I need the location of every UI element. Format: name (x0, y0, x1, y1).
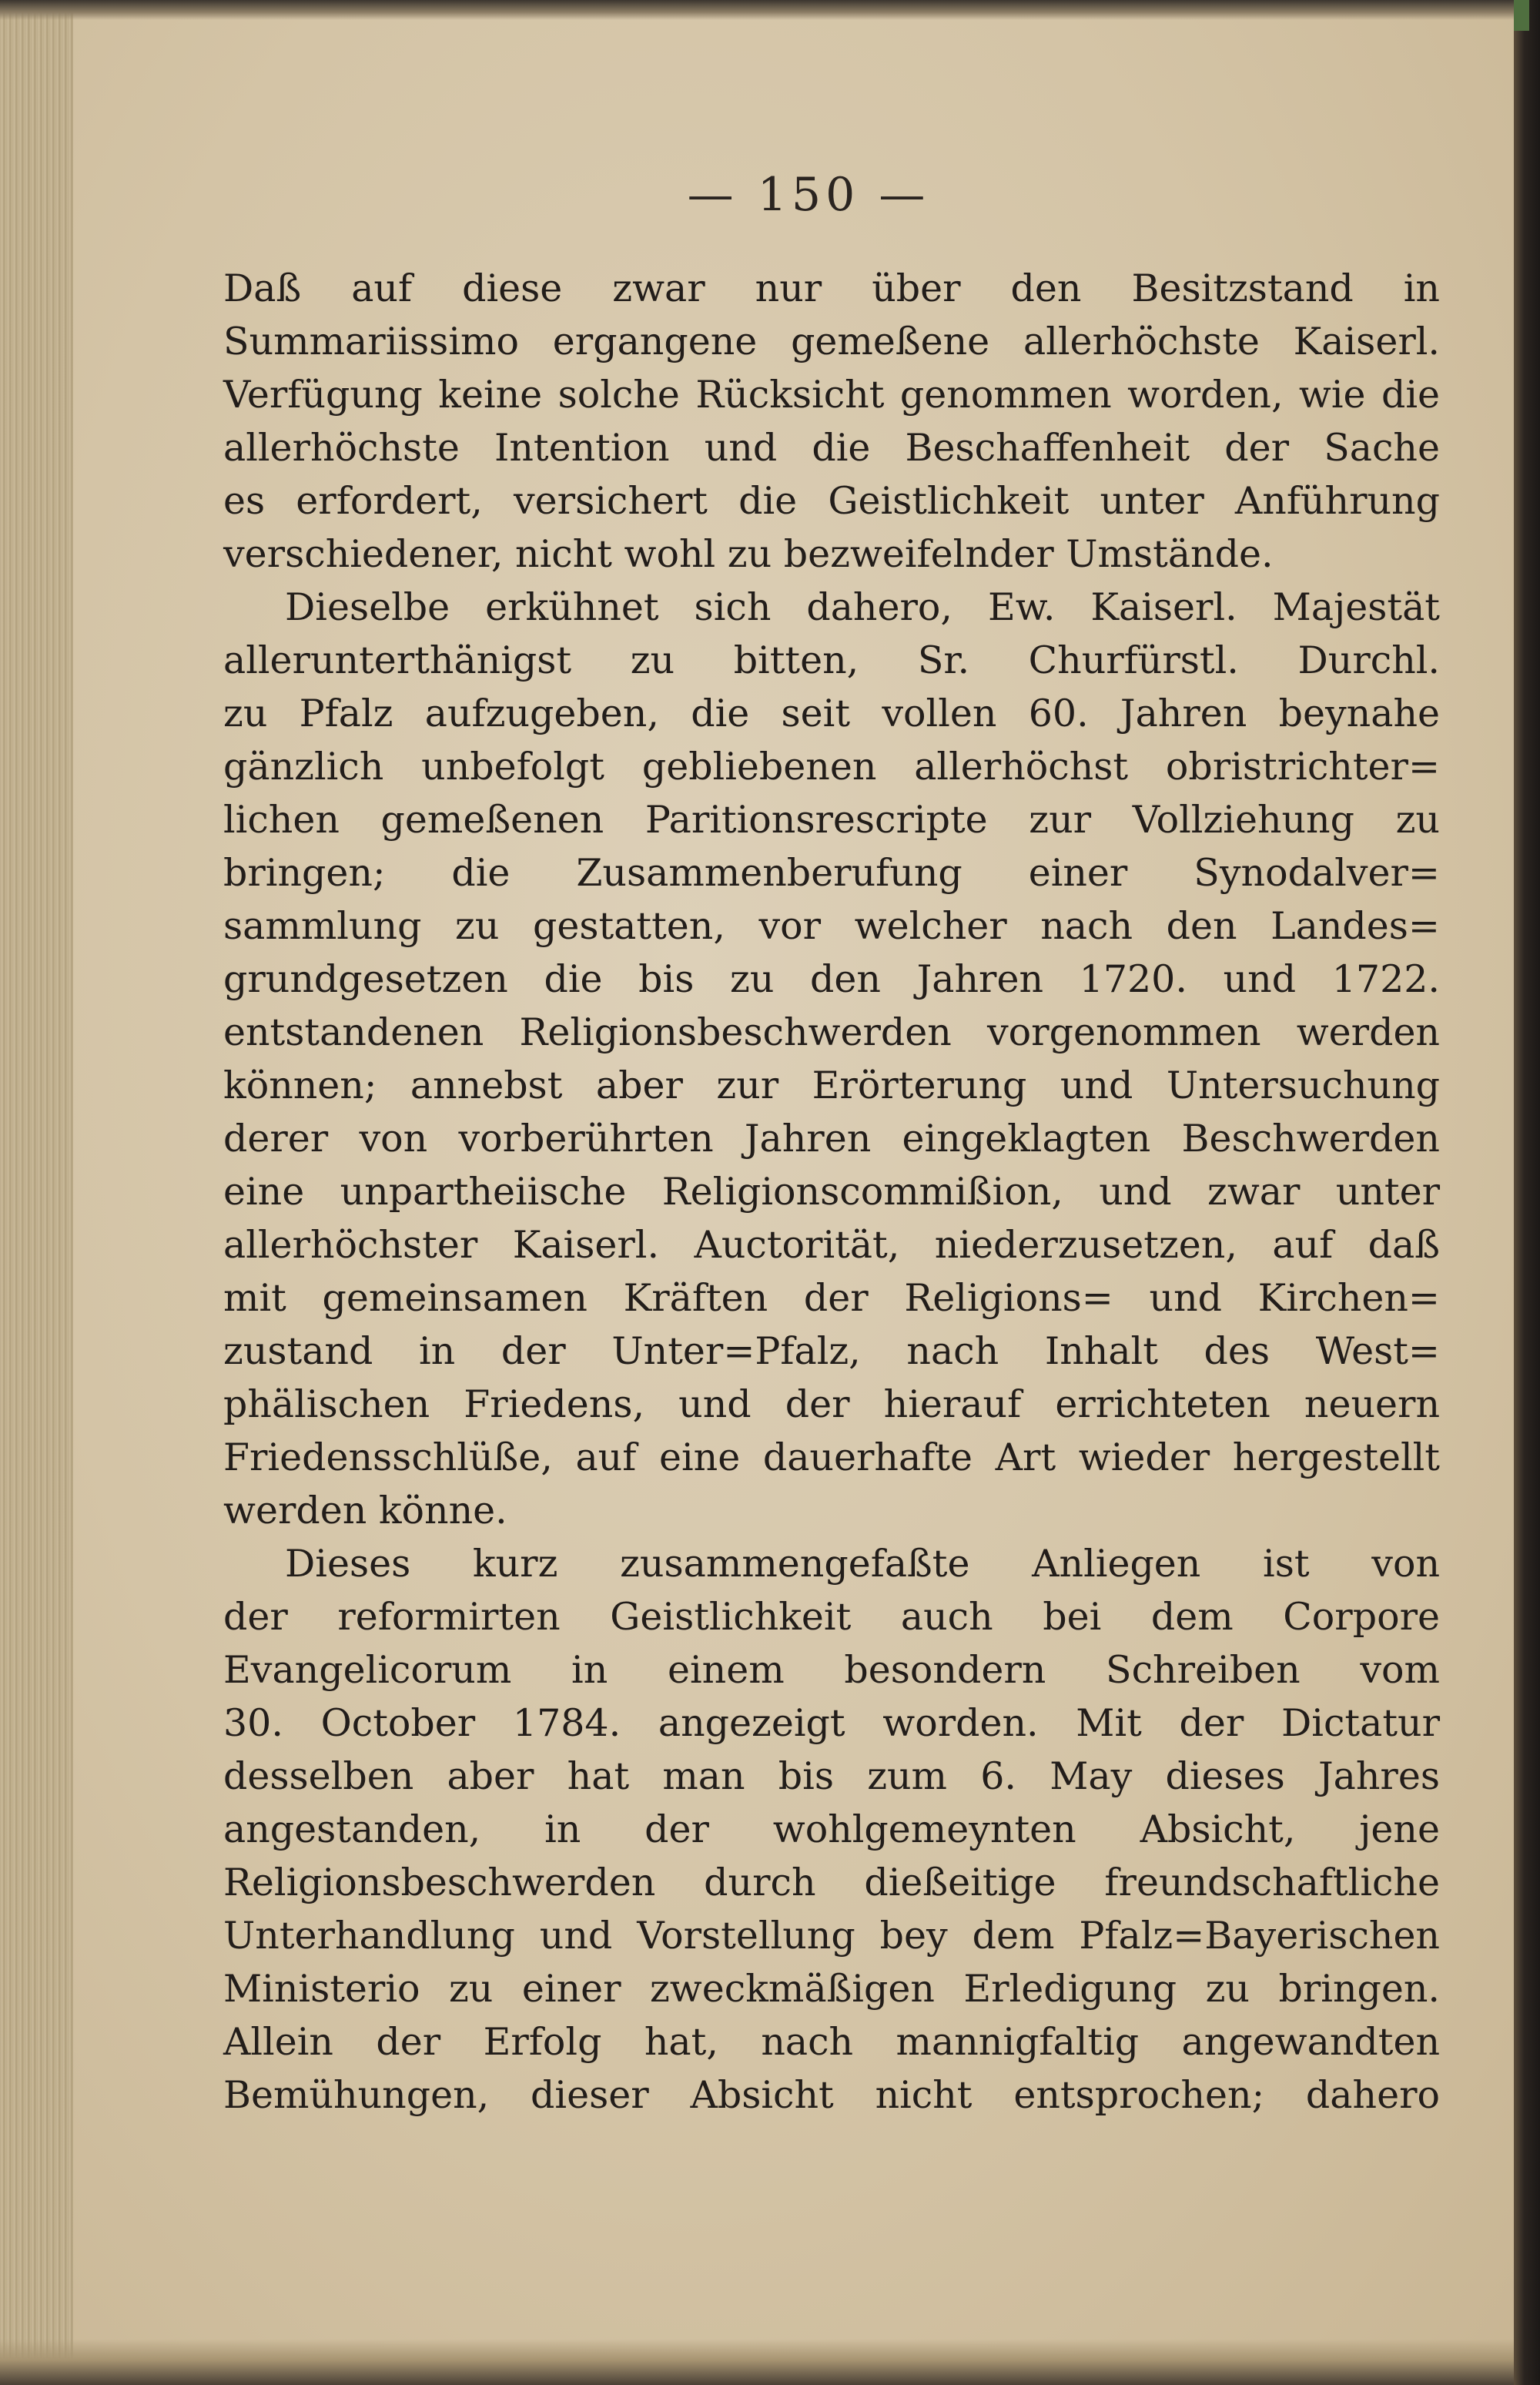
page-number: — 150 — (687, 168, 930, 222)
text-line: entstandenen Religionsbeschwerden vorgenommen werden (223, 1010, 1440, 1054)
text-line: angestanden, in der wohlgemeynten Absicht, jene (223, 1807, 1440, 1851)
text-line: Allein der Erfolg hat, nach mannigfaltig angewandten (223, 2020, 1440, 2064)
bookmark-ribbon (1514, 0, 1529, 31)
text-line: derer von vorberührten Jahren eingeklagten Beschwerden (223, 1117, 1440, 1161)
text-line: Verfügung keine solche Rücksicht genommen worden, wie die (223, 373, 1440, 417)
body-text (223, 262, 1440, 2122)
text-line: Daß auf diese zwar nur über den Besitzstand in (223, 266, 1440, 310)
text-line: Religionsbeschwerden durch dießeitige freundschaftliche (223, 1861, 1440, 1904)
text-line: Summariissimo ergangene gemeßene allerhöchste Kaiserl. (223, 320, 1440, 363)
book-cover-edge (1514, 0, 1540, 2385)
text-line: allerunterthänigst zu bitten, Sr. Churfürstl. Durchl. (223, 638, 1440, 682)
page-top-shadow (0, 0, 1528, 20)
text-line: Friedensschlüße, auf eine dauerhafte Art wieder hergestellt (223, 1435, 1440, 1479)
text-line: verschiedener, nicht wohl zu bezweifelnder Umstände. (223, 532, 1274, 576)
text-line: können; annebst aber zur Erörterung und Untersuchung (223, 1064, 1440, 1107)
text-line: Evangelicorum in einem besondern Schreiben vom (223, 1648, 1440, 1692)
text-line: allerhöchste Intention und die Beschaffenheit der Sache (223, 426, 1440, 470)
text-line: eine unpartheiische Religionscommißion, und zwar unter (223, 1170, 1440, 1214)
text-line: phälischen Friedens, und der hierauf errichteten neuern (223, 1382, 1440, 1426)
text-line: desselben aber hat man bis zum 6. May dieses Jahres (223, 1754, 1440, 1798)
text-line: es erfordert, versichert die Geistlichkeit unter Anführung (223, 479, 1440, 523)
text-line: der reformirten Geistlichkeit auch bei dem Corpore (223, 1595, 1440, 1639)
text-line: zustand in der Unter=Pfalz, nach Inhalt des West= (223, 1329, 1440, 1373)
text-line: grundgesetzen die bis zu den Jahren 1720. und 1722. (223, 957, 1440, 1001)
text-line: sammlung zu gestatten, vor welcher nach den Landes= (223, 904, 1440, 948)
text-line: werden könne. (223, 1489, 507, 1532)
text-line: Unterhandlung und Vorstellung bey dem Pfalz=Bayerischen (223, 1914, 1440, 1958)
text-line: 30. October 1784. angezeigt worden. Mit der Dictatur (223, 1701, 1440, 1745)
text-line: Dieselbe erkühnet sich dahero, Ew. Kaiserl. Majestät (285, 585, 1440, 629)
text-line: Ministerio zu einer zweckmäßigen Erledigung zu bringen. (223, 1967, 1440, 2011)
text-line: allerhöchster Kaiserl. Auctorität, niederzusetzen, auf daß (223, 1223, 1440, 1267)
text-line: Bemühungen, dieser Absicht nicht entsprochen; dahero (223, 2073, 1440, 2117)
page-stack-edge (0, 0, 73, 2385)
text-line: Dieses kurz zusammengefaßte Anliegen ist von (285, 1542, 1440, 1586)
page-bottom-shadow (0, 2339, 1528, 2385)
text-line: mit gemeinsamen Kräften der Religions= und Kirchen= (223, 1276, 1440, 1320)
text-line: zu Pfalz aufzugeben, die seit vollen 60. Jahren beynahe (223, 692, 1440, 735)
text-line: bringen; die Zusammenberufung einer Synodalver= (223, 851, 1440, 895)
text-line: lichen gemeßenen Paritionsrescripte zur Vollziehung zu (223, 798, 1440, 842)
text-line: gänzlich unbefolgt gebliebenen allerhöchst obristrichter= (223, 745, 1440, 789)
